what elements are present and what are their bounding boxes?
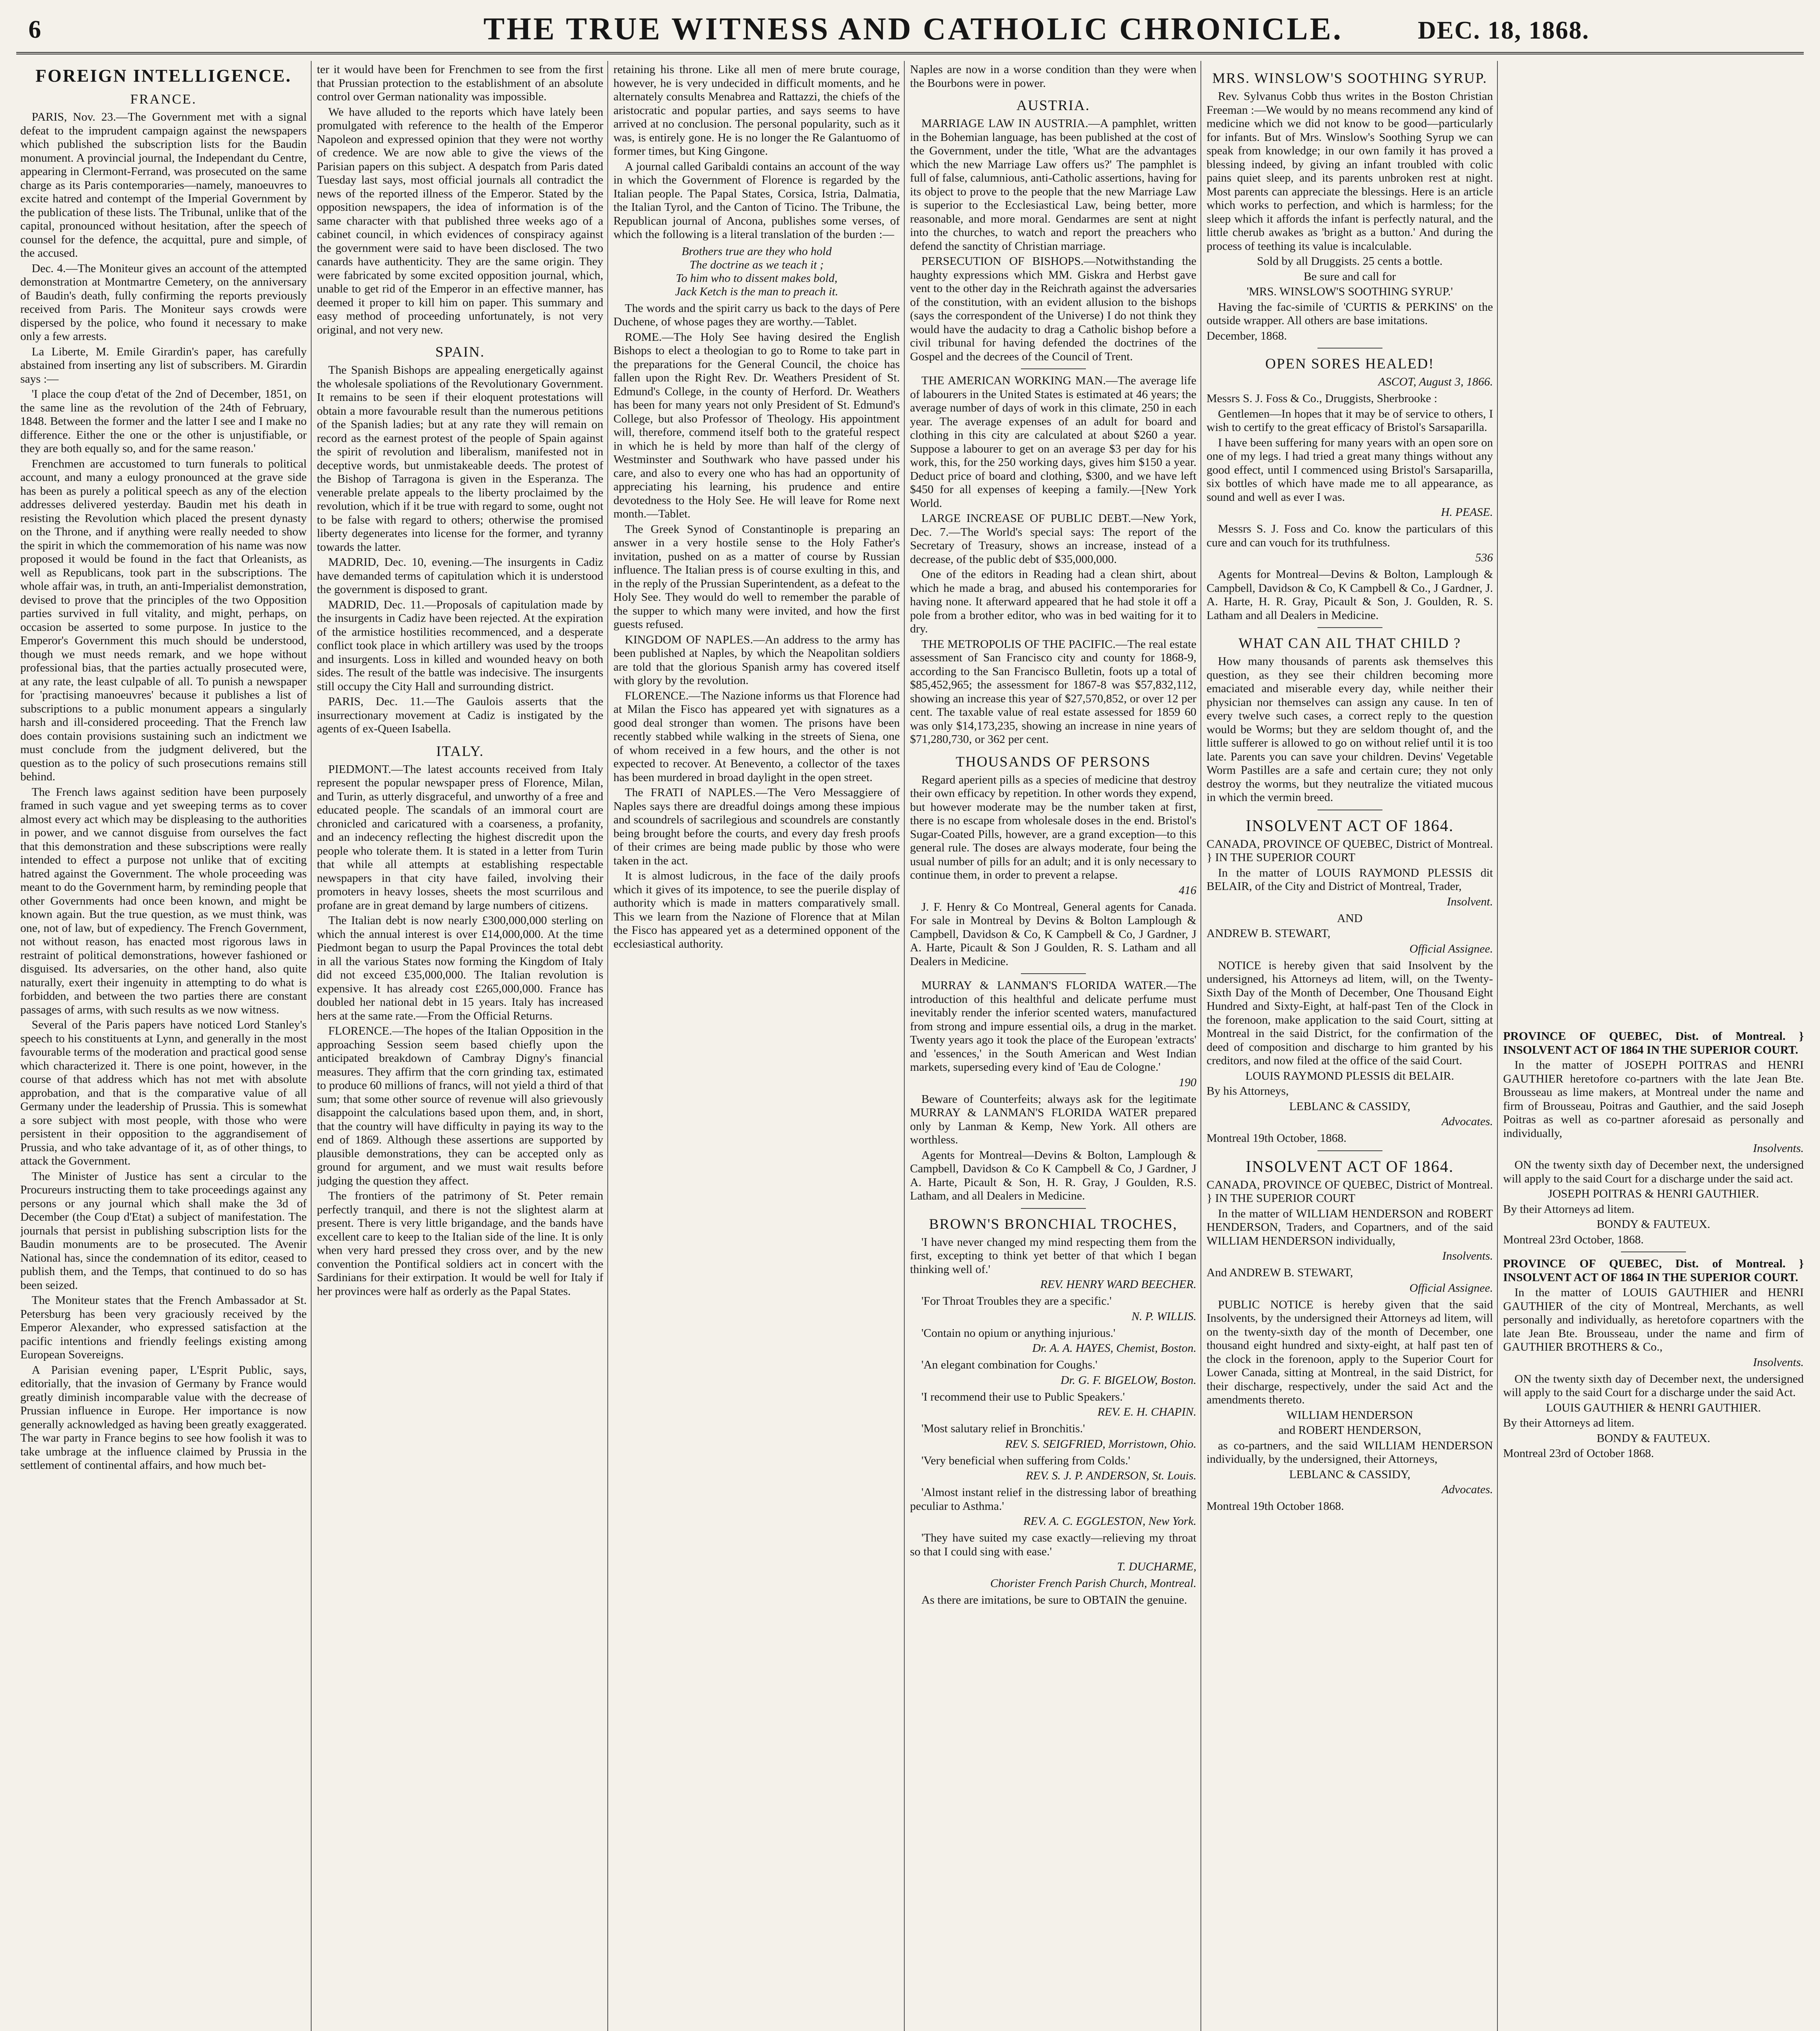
letter-salutation: Messrs S. J. Foss & Co., Druggists, Sherbrooke : [1207, 392, 1437, 405]
advert-paragraph: Agents for Montreal—Devins & Bolton, Lamplough & Campbell, Davidson & Co K Campbell & Co, J Gardner, J A. Harte, Picault & Son, H. R. Gray, J Goulden, R.S. Latham, and all Dealers in Medicine. [910, 1148, 1196, 1202]
article-paragraph: The Greek Synod of Constantinople is preparing an answer in a very hostile sense to the Holy Father's invitation, pushed on as a matter of course by Russian influence. The Italian press is of course exulting in this, and in the reply of the Prussian Superintendent, as a defeat to the Holy See. They would do well to remember the parable of the supper to which many were invited, and how the first guests refused. [613, 522, 900, 631]
testimonial-author: Dr. G. F. BIGELOW, Boston. [1060, 1373, 1196, 1387]
column-5 [1207, 63, 1493, 2031]
article-paragraph: Frenchmen are accustomed to turn funerals to political account, and many a eulogy pronounced at the grave side has been as purely a political speech as any of the election addresses delivered yesterday. Baudin met his death in resisting the Revolution which placed the present dynasty on the Throne, and if anything were really needed to show the spirit in which the commemoration of his name was now proposed it would be found in the fact that Orleanists, as well as Republicans, took part in the subscriptions. The whole affair was, in truth, an anti-Imperialist demonstration, devised to prove that the principles of the two Opposition parties survived in full vitality, and might, perhaps, on occasion be asserted to some purpose. In justice to the Emperor's Government this much should be understood, though we must needs remark, and we hope without professional bias, that the parties actually prosecuted were, at any rate, the least culpable of all. To punish a newspaper for 'practising manoeuvres' because it publishes a list of subscriptions to a public monument appears a singularly harsh and ill-considered proceeding. That the French law does contain provisions sustaining such an indictment we must conclude from the judgment delivered, but the question as to the policy of such prosecutions remains still behind. [20, 457, 307, 783]
subheading-italy: ITALY. [436, 743, 484, 759]
article-paragraph: The French laws against sedition have been purposely framed in such vague and yet sweeping terms as to cover almost every act which may be displeasing to the authorities in power, and we cannot disguise from ourselves the fact that this demonstration and these subscriptions were really intended to effect a purpose not unlike that of exciting hatred against the Government. The whole proceeding was meant to do the Government harm, by reminding people that other Governments had once been known, and might be known again. But the true question, as we must think, was one, not of law, but of expediency. The French Government, not without reason, has enacted most rigorous laws in restraint of political demonstrations, however fashioned or disguised. Its adversaries, on the other hand, also quite naturally, exert their ingenuity in attempting to do what is forbidden, and between the two parties there are constant passages of arms, with such results as we now witness. [20, 785, 307, 1016]
divider [1317, 348, 1382, 349]
heading-winslow-syrup: MRS. WINSLOW'S SOOTHING SYRUP. [1212, 70, 1487, 86]
legal-by: By his Attorneys, [1207, 1085, 1289, 1098]
article-paragraph: Several of the Paris papers have noticed Lord Stanley's speech to his constituents at Lynn, and generally in the most favourable terms of the moderation and practical good sense which characterized it. There is one point, however, in the course of that address which has not met with absolute approbation, and that is the comparative value of all Germany under the leadership of Prussia. This is somewhat a sore subject with most people, with those who were persistent in their opposition to the aggrandisement of Prussia, and who take advantage of it, as of other things, to attack the Government. [20, 1018, 307, 1167]
article-paragraph: FLORENCE.—The Nazione informs us that Florence had at Milan the Fisco has appeared yet with signatures as a good deal stronger than women. The prisons have been recently stabbed while walking in the streets of Siena, one of whom received in a few hours, and the other is not expected to recover. At Benevento, a collector of the taxes has been murdered in broad daylight in the open street. [613, 689, 900, 784]
advert-paragraph: MURRAY & LANMAN'S FLORIDA WATER.—The introduction of this healthful and delicate perfume must inevitably render the inferior scented waters, manufactured from strong and impure essential oils, a drug in the market. Twenty years ago it took the place of the European 'extracts' and 'essences,' in the South American and West Indian markets, superseding every kind of 'Eau de Cologne.' [910, 979, 1196, 1074]
article-paragraph: MADRID, Dec. 11.—Proposals of capitulation made by the insurgents in Cadiz have been rejected. At the expiration of the armistice hostilities recommenced, and a desperate conflict took place in which artillery was used by the troops and insurgents. Loss in killed and wounded heavy on both sides. The result of the battle was indecisive. The insurgents still occupy the City Hall and surrounding district. [317, 598, 603, 693]
legal-attorneys: LEBLANC & CASSIDY, [1289, 1468, 1410, 1481]
legal-assignee: And ANDREW B. STEWART, [1207, 1266, 1353, 1279]
legal-signature: LOUIS GAUTHIER & HENRI GAUTHIER. [1546, 1401, 1761, 1414]
testimonial-author: REV. HENRY WARD BEECHER. [1040, 1278, 1196, 1291]
legal-paragraph: ON the twenty sixth day of December next, the undersigned will apply to the said Court for a discharge under the said Act. [1503, 1372, 1804, 1399]
article-paragraph: A Parisian evening paper, L'Esprit Public, says, editorially, that the invasion of Germany by France would greatly diminish incomparable value with the decrease of Prussian influence in Europe. Her importance is now generally acknowledged as having been greatly exaggerated. The war party in France begins to see how foolish it was to take umbrage at the influence claimed by Prussia in the settlement of continental affairs, and how much bet- [20, 1363, 307, 1472]
legal-assignee: ANDREW B. STEWART, [1207, 927, 1330, 940]
legal-paragraph: NOTICE is hereby given that said Insolvent by the undersigned, his Attorneys ad litem, will, on the Twenty-Sixth Day of the Month of December, One Thousand Eight Hundred and Sixty-Eight, at half-past Ten of the Clock in the forenoon, make application to the said Court, sitting at Montreal in the said District, for the confirmation of the deed of composition and discharge to him granted by his creditors, and now filed at the office of the said Court. [1207, 959, 1493, 1067]
article-paragraph: PERSECUTION OF BISHOPS.—Notwithstanding the haughty expressions which MM. Giskra and Herbst gave vent to the other day in the Reichrath against the adversaries of the constitution, with an evident allusion to the bishops (says the correspondent of the Universe) I do not think they would have the audacity to drag a Catholic bishop before a civil tribunal for having defended the doctrines of the Gospel and the decrees of the Council of Trent. [910, 255, 1196, 363]
testimonial-author: REV. S. J. P. ANDERSON, St. Louis. [1026, 1469, 1196, 1482]
article-paragraph: The words and the spirit carry us back to the days of Pere Duchene, of whose pages they are worthy.—Tablet. [613, 301, 900, 328]
column-rule [1497, 61, 1498, 2031]
legal-court-header: CANADA, PROVINCE OF QUEBEC, District of Montreal. } IN THE SUPERIOR COURT [1207, 1178, 1493, 1205]
testimonial: 'I have never changed my mind respecting them from the first, excepting to think yet better of that which I began thinking well of.' [910, 1235, 1196, 1276]
testimonial-author: REV. E. H. CHAPIN. [1097, 1405, 1196, 1418]
column-rule [904, 61, 905, 2031]
legal-label: Advocates. [1441, 1483, 1493, 1496]
testimonial-author: N. P. WILLIS. [1131, 1310, 1196, 1323]
letter-paragraph: I have been suffering for many years with an open sore on one of my legs. I had tried a great many things without any good effect, until I commenced using Bristol's Sarsaparilla, six bottles of which have made me to all appearance, as sound and well as ever I was. [1207, 436, 1493, 504]
testimonial-author: REV. S. SEIGFRIED, Morristown, Ohio. [1005, 1437, 1196, 1451]
heading-what-can-ail: WHAT CAN AIL THAT CHILD ? [1238, 635, 1461, 651]
legal-paragraph: In the matter of LOUIS RAYMOND PLESSIS dit BELAIR, of the City and District of Montreal, Trader, [1207, 866, 1493, 893]
legal-court-header: PROVINCE OF QUEBEC, Dist. of Montreal. } INSOLVENT ACT OF 1864 IN THE SUPERIOR COURT. [1503, 1257, 1804, 1284]
divider [1317, 627, 1382, 628]
advert-paragraph: J. F. Henry & Co Montreal, General agents for Canada. For sale in Montreal by Devins & Bolton Lamplough & Campbell, Davidson & Co, K Campbell & Co, J Gardner, J A. Harte, Picault & Son J Goulden, R. S. Latham and all Dealers in Medicine. [910, 900, 1196, 968]
article-paragraph: 'I place the coup d'etat of the 2nd of December, 1851, on the same line as the revolution of the 24th of February, 1848. Between the former and the latter I see and I make no difference. Either the one or the other is unjustifiable, or they are both equally so, and for the same reason.' [20, 388, 307, 455]
column-1 [20, 63, 307, 2031]
testimonial: 'Contain no opium or anything injurious.' [921, 1326, 1116, 1340]
legal-signature: WILLIAM HENDERSON [1286, 1408, 1413, 1422]
column-4 [910, 63, 1196, 2031]
legal-date: Montreal 23rd October, 1868. [1503, 1233, 1644, 1246]
article-paragraph: FLORENCE.—The hopes of the Italian Opposition in the approaching Session seem based chiefly upon the anticipated breakdown of Cambray Digny's financial measures. They affirm that the corn grinding tax, estimated to produce 60 millions of francs, will not yield a third of that sum; that some other source of revenue will also grievously disappoint the calculations based upon them, and, in short, that the country will have difficulty in paying its way to the end of 1869. Although these assertions are supported by plausible demonstrations, they can be accepted only as ground for argument, and we must wait results before judging the question they affect. [317, 1024, 603, 1187]
legal-label: Insolvents. [1442, 1249, 1493, 1262]
letter-location-date: ASCOT, August 3, 1866. [1378, 375, 1493, 388]
legal-paragraph: In the matter of LOUIS GAUTHIER and HENRI GAUTHIER of the city of Montreal, Merchants, as well personally and individually, as heretofore copartners with the late Jean Bte. Brousseau, under the name and firm of GAUTHIER BROTHERS & Co., [1503, 1286, 1804, 1353]
article-paragraph: The Italian debt is now nearly £300,000,000 sterling on which the annual interest is over £14,000,000. At the time Piedmont began to usurp the Papal Provinces the total debt in all the various States now forming the Kingdom of Italy did not exceed £35,000,000. The Italian revolution is expensive. It has already cost £265,000,000. France has doubled her national debt in 15 years. Italy has increased hers at the same rate.—From the Official Returns. [317, 914, 603, 1022]
letter-signature: H. PEASE. [1441, 506, 1493, 519]
legal-label: Official Assignee. [1409, 1281, 1493, 1295]
article-paragraph: THE AMERICAN WORKING MAN.—The average life of labourers in the United States is estimated at 46 years; the average number of days of work in this climate, 250 in each year. The average expenses of an adult for board and clothing in this city are calculated at about $260 a year. Suppose a labourer to get on an average $3 per day for his work, this, for the 250 working days, gives him $150 a year. Deduct price of board and clothing, $300, and we have left $450 for all expenses of keeping a family.—[New York World. [910, 374, 1196, 510]
legal-date: Montreal 23rd of October 1868. [1503, 1447, 1654, 1460]
article-paragraph: THE METROPOLIS OF THE PACIFIC.—The real estate assessment of San Francisco city and county for 1868-9, according to the San Francisco Bulletin, foots up a total of $85,452,965; the assessment for 1867-8 was $57,832,112, showing an increase this year of $27,570,852, or over 12 per cent. The taxable value of real estate assessed for 1859 60 was only $14,173,235, showing an increase in nine years of $71,280,730, or 362 per cent. [910, 637, 1196, 746]
article-paragraph: MADRID, Dec. 10, evening.—The insurgents in Cadiz have demanded terms of capitulation which it is understood the government is disposed to grant. [317, 556, 603, 596]
advert-paragraph: Rev. Sylvanus Cobb thus writes in the Boston Christian Freeman :—We would by no means recommend any kind of medicine which we did not know to be good—particularly for infants. But of Mrs. Winslow's Soothing Syrup we can speak from knowledge; in our own family it has proved a blessing indeed, by giving an infant troubled with colic pains quiet sleep, and its parents unbroken rest at night. Most parents can appreciate the blessings. Here is an article which works to perfection, and which is harmless; for the sleep which it affords the infant is perfectly natural, and the little cherub awakes as 'bright as a button.' And during the process of teething its value is incalculable. [1207, 90, 1493, 253]
article-paragraph: The Moniteur states that the French Ambassador at St. Petersburg has been very graciously received by the Emperor Alexander, who expressed satisfaction at the pacific intentions and friendly feelings existing among European Sovereigns. [20, 1294, 307, 1361]
heading-open-sores: OPEN SORES HEALED! [1265, 355, 1434, 372]
legal-paragraph: as co-partners, and the said WILLIAM HENDERSON individually, by the undersigned, their Attorneys, [1207, 1439, 1493, 1466]
legal-signature: LOUIS RAYMOND PLESSIS dit BELAIR. [1245, 1069, 1454, 1083]
section-heading-foreign: FOREIGN INTELLIGENCE. [35, 66, 292, 86]
column-rule [1200, 61, 1201, 2031]
advert-paragraph: Regard aperient pills as a species of medicine that destroy their own efficacy by repetition. In other words they expend, but however moderate may be the number taken at first, there is no escape from wholesale doses in the end. Bristol's Sugar-Coated Pills, however, are a grand exception—to this general rule. The doses are always moderate, four being the usual number of pills for an adult; and it is only necessary to continue them, in order to prevent a relapse. [910, 773, 1196, 881]
subheading-france: FRANCE. [130, 92, 197, 107]
legal-attorneys: BONDY & FAUTEUX. [1597, 1218, 1710, 1231]
article-paragraph: The FRATI of NAPLES.—The Vero Messaggiere of Naples says there are dreadful doings among these impious and scoundrels of sacrilegious and scoundrels are constantly being brought before the courts, and every day fresh proofs of their crimes are being made public by those who were taken in the act. [613, 786, 900, 867]
legal-paragraph: PUBLIC NOTICE is hereby given that the said Insolvents, by the undersigned their Attorneys ad litem, will on the twenty-sixth day of the month of December, one thousand eight hundred and sixty-eight, at half past ten of the clock in the forenoon, apply to the Superior Court for Lower Canada, sitting at Montreal, in the said District, for their discharge, respectively, under the said Act and the amendments thereto. [1207, 1298, 1493, 1406]
subheading-spain: SPAIN. [435, 344, 485, 360]
divider [1021, 973, 1086, 974]
article-paragraph: The Spanish Bishops are appealing energetically against the wholesale spoliations of the Revolutionary Government. It remains to be seen if their eloquent protestations will obtain a more favourable result than the numerous petitions of the Spanish ladies; but at any rate they will remain on record as the earnest protest of the people of Spain against the spirit of revolution and liberalism, manifested not in deceptive words, but unmistakeable deeds. The protest of the Bishop of Tarragona is given in the Esperanza. The venerable prelate appeals to the liberty proclaimed by the revolution, which if it be true with regard to some, ought not to be false with regard to others; otherwise the promised liberty degenerates into license for the former, and tyranny towards the latter. [317, 364, 603, 554]
advert-number: 536 [1475, 551, 1493, 564]
verse-quote: Brothers true are they who hold The doctrine as we teach it ; To him who to dissent makes bold, Jack Ketch is the man to preach it. [675, 245, 838, 298]
legal-label: Official Assignee. [1409, 942, 1493, 955]
testimonial: 'Almost instant relief in the distressing labor of breathing peculiar to Asthma.' [910, 1486, 1196, 1513]
advert-paragraph: Beware of Counterfeits; always ask for the legitimate MURRAY & LANMAN'S FLORIDA WATER prepared only by Lanman & Kemp, New York. All others are worthless. [910, 1092, 1196, 1146]
issue-date: DEC. 18, 1868. [1418, 17, 1590, 44]
advert-number: 416 [1179, 883, 1196, 897]
article-paragraph: PARIS, Nov. 23.—The Government met with a signal defeat to the imprudent campaign against the newspapers which published the subscription lists for the Baudin monument. A provincial journal, the Independant du Centre, appearing in Clermont-Ferrand, was prosecuted on the same charge as its Paris contemporaries—namely, manoeuvres to excite hatred and contempt of the Imperial Government by the publication of these lists. The Tribunal, unlike that of the capital, pronounced without hesitation, after the speech of counsel for the defence, the acquittal, pure and simple, of the accused. [20, 110, 307, 260]
legal-notice-title: INSOLVENT ACT OF 1864. [1246, 1157, 1454, 1176]
advert-date: December, 1868. [1207, 329, 1287, 342]
testimonial: 'Most salutary relief in Bronchitis.' [921, 1422, 1085, 1435]
legal-signature: and ROBERT HENDERSON, [1278, 1424, 1421, 1437]
divider [1021, 368, 1086, 369]
article-paragraph: The frontiers of the patrimony of St. Peter remain perfectly tranquil, and there is not the slightest alarm at present. There is very little brigandage, and the bands have excellent care to keep to the Italian side of the line. It is only when very hard pressed they cross over, and by the new convention the Pontifical soldiers act in concert with the Sardinians for their extirpation. It would be well for Italy if her provinces were half as orderly as the Papal States. [317, 1189, 603, 1298]
advert-paragraph: Agents for Montreal—Devins & Bolton, Lamplough & Campbell, Davidson & Co, K Campbell & Co., J Gardner, J. A. Harte, H. R. Gray, Picault & Son, J. Goulden, R. S. Latham and all Dealers in Medicine. [1207, 568, 1493, 622]
column-6 [1503, 63, 1804, 2031]
legal-date: Montreal 19th October, 1868. [1207, 1132, 1347, 1145]
testimonial: 'I recommend their use to Public Speakers.' [921, 1390, 1125, 1403]
testimonial: 'Very beneficial when suffering from Colds.' [921, 1454, 1131, 1467]
article-paragraph: ROME.—The Holy See having desired the English Bishops to elect a theologian to go to Rome to take part in the preparations for the General Council, the choice has fallen upon the Right Rev. Dr. Weathers President of St. Edmund's College, in the county of Herford. Dr. Weathers has been for many years not only President of St. Edmund's College, but also Professor of Theology. His appointment will, therefore, commend itself both to the grateful respect in which he is held by more than half of the clergy of Westminster and Southwark who have passed under his care, and also to every one who has had an opportunity of appreciating his learning, his prudence and entire devotedness to the Holy See. He will leave for Rome next month.—Tablet. [613, 330, 900, 520]
article-paragraph: Dec. 4.—The Moniteur gives an account of the attempted demonstration at Montmartre Cemetery, on the anniversary of Baudin's death, fully confirming the reports previously received from Paris. The Moniteur says crowds were dispersed by the police, who found it necessary to make only a few arrests. [20, 262, 307, 343]
article-paragraph: ter it would have been for Frenchmen to see from the first that Prussian protection to the establishment of an absolute control over German nationality was impossible. [317, 63, 603, 103]
legal-label: AND [1337, 912, 1363, 925]
advert-paragraph: Messrs S. J. Foss and Co. know the particulars of this cure and can vouch for its truthfulness. [1207, 522, 1493, 549]
advert-paragraph: How many thousands of parents ask themselves this question, as they see their children becoming more emaciated and miserable every day, while neither their physician nor themselves can assign any cause. In ten of every twelve such cases, a correct reply to the question would be Worms; but they are seldom thought of, and the little sufferer is allowed to go on without relief until it is too late. Parents you can save your children. Devins' Vegetable Worm Pastilles are a safe and certain cure; they not only destroy the worms, but they neutralize the vitiated mucous in which the vermin breed. [1207, 655, 1493, 804]
legal-label: Insolvent. [1447, 895, 1493, 908]
heading-thousands-of-persons: THOUSANDS OF PERSONS [956, 753, 1151, 770]
article-paragraph: LARGE INCREASE OF PUBLIC DEBT.—New York, Dec. 7.—The World's special says: The report of the Secretary of Treasury, shows an increase, instead of a decrease, of the public debt of $35,000,000. [910, 512, 1196, 566]
advert-line: Be sure and call for [1303, 270, 1396, 283]
testimonial: 'An elegant combination for Coughs.' [921, 1358, 1098, 1371]
advert-line: 'MRS. WINSLOW'S SOOTHING SYRUP.' [1246, 285, 1453, 298]
newspaper-title: THE TRUE WITNESS AND CATHOLIC CHRONICLE. [483, 11, 1343, 46]
column-2 [317, 63, 603, 2031]
article-paragraph: PIEDMONT.—The latest accounts received from Italy represent the popular newspaper press of Florence, Milan, and Turin, as utterly disgraceful, and unworthy of a free and educated people. The scandals of an immoral court are chronicled and caricatured with a coarseness, a profanity, and an indecency reflecting the highest discredit upon the people who tolerate them. It is stated in a letter from Turin that while all attempts at establishing respectable newspapers in that city have failed, involving their promoters in heavy losses, sheets the most scurrilous and profane are in great demand by large numbers of citizens. [317, 762, 603, 912]
column-rule [311, 61, 312, 2031]
divider [1317, 1150, 1382, 1151]
article-paragraph: Naples are now in a worse condition than they were when the Bourbons were in power. [910, 63, 1196, 90]
subheading-austria: AUSTRIA. [1016, 97, 1090, 113]
article-paragraph: PARIS, Dec. 11.—The Gaulois asserts that the insurrectionary movement at Cadiz is instigated by the agents of ex-Queen Isabella. [317, 695, 603, 735]
divider [1021, 1208, 1086, 1209]
article-paragraph: KINGDOM OF NAPLES.—An address to the army has been published at Naples, by which the Neapolitan soldiers are told that the glorious Spanish army has covered itself with glory by the revolution. [613, 633, 900, 687]
article-paragraph: The Minister of Justice has sent a circular to the Procureurs instructing them to take proceedings against any persons or any journal which shall make the 3d of December (the Coup d'Etat) a subject of manifestation. The journals that persist in publishing subscription lists for the Baudin monuments are to be prosecuted. The Avenir National has, since the condemnation of its editor, ceased to publish them, and the Temps, that continued to do so has been seized. [20, 1169, 307, 1292]
column-rule [607, 61, 608, 2031]
heading-bronchial-troches: BROWN'S BRONCHIAL TROCHES, [929, 1215, 1178, 1232]
advert-paragraph: Having the fac-simile of 'CURTIS & PERKINS' on the outside wrapper. All others are base imitations. [1207, 300, 1493, 327]
legal-notice-title: INSOLVENT ACT OF 1864. [1246, 816, 1454, 835]
legal-date: Montreal 19th October 1868. [1207, 1500, 1344, 1513]
testimonial-author: REV. A. C. EGGLESTON, New York. [1023, 1515, 1196, 1528]
legal-attorneys: BONDY & FAUTEUX. [1597, 1431, 1710, 1445]
legal-court-header: CANADA, PROVINCE OF QUEBEC, District of Montreal. } IN THE SUPERIOR COURT [1207, 837, 1493, 864]
page-number: 6 [28, 16, 41, 43]
legal-paragraph: In the matter of JOSEPH POITRAS and HENRI GAUTHIER heretofore co-partners with the late Jean Bte. Brousseau as lime makers, at Montreal under the name and firm of Brousseau, Poitras and Gauthier, and the said Joseph Poitras as well as co-partner aforesaid as personally and individually, [1503, 1059, 1804, 1140]
article-paragraph: We have alluded to the reports which have lately been promulgated with reference to the health of the Emperor Napoleon and expressed opinion that they were not worthy of credence. We are now able to give the views of the Parisian papers on this subject. A despatch from Paris dated Tuesday last says, most official journals all contradict the news of the reported illness of the Emperor. Stated by the opposition newspapers, the idea of information is of the same character with that published three weeks ago of a cabinet council, in which evidences of conspiracy against the government were said to have been disclosed. The two canards have authenticity. They are the same origin. They were fabricated by some excited opposition journal, which, unable to get rid of the Emperor in an effective manner, has deemed it proper to kill him on paper. This summary and easy method of proceeding unfortunately, is not very original, and not very new. [317, 105, 603, 336]
letter-paragraph: Gentlemen—In hopes that it may be of service to others, I wish to certify to the great efficacy of Bristol's Sarsaparilla. [1207, 407, 1493, 434]
article-paragraph: One of the editors in Reading had a clean shirt, about which he made a brag, and abused his contemporaries for having none. It afterward appeared that he had stole it off a pole from a brother editor, who was in bed waiting for it to dry. [910, 568, 1196, 635]
testimonial: 'They have suited my case exactly—relieving my throat so that I could sing with ease.' [910, 1531, 1196, 1558]
article-paragraph: La Liberte, M. Emile Girardin's paper, has carefully abstained from inserting any list of subscribers. M. Girardin says :— [20, 345, 307, 385]
testimonial-author: T. DUCHARME, [1117, 1560, 1196, 1573]
advert-paragraph: As there are imitations, be sure to OBTAIN the genuine. [921, 1594, 1187, 1607]
article-paragraph: It is almost ludicrous, in the face of the daily proofs which it gives of its impotence, to see the puerile display of authority which is made in matters comparatively small. This we learn from the Nazione of Florence that at Milan the Fisco has appeared yet as a determined opponent of the ecclesiastical authority. [613, 869, 900, 951]
testimonial: 'For Throat Troubles they are a specific.' [921, 1295, 1112, 1308]
advert-number: 190 [1179, 1076, 1196, 1089]
legal-label: Insolvents. [1753, 1142, 1804, 1155]
column-spacer [1503, 63, 1804, 1030]
legal-by: By their Attorneys ad litem. [1503, 1416, 1634, 1429]
legal-by: By their Attorneys ad litem. [1503, 1202, 1634, 1216]
legal-label: Advocates. [1441, 1115, 1493, 1128]
legal-paragraph: ON the twenty sixth day of December next, the undersigned will apply to the said Court for a discharge under the said act. [1503, 1158, 1804, 1185]
legal-court-header: PROVINCE OF QUEBEC, Dist. of Montreal. } INSOLVENT ACT OF 1864 IN THE SUPERIOR COURT. [1503, 1030, 1804, 1057]
article-paragraph: MARRIAGE LAW IN AUSTRIA.—A pamphlet, written in the Bohemian language, has been published at the cost of the Government, under the title, 'What are the advantages which the new Marriage Law offers us?' The pamphlet is full of false, calumnious, anti-Catholic assertions, having for its object to prove to the people that the new Marriage Law is superior to the Ecclesiastical Law, being better, more reasonable, and more moral. Gendarmes are sent at night into the churches, to watch and report the preachers who defend the sanctity of Christian marriage. [910, 117, 1196, 253]
testimonial-author-title: Chorister French Parish Church, Montreal. [990, 1577, 1196, 1590]
legal-paragraph: In the matter of WILLIAM HENDERSON and ROBERT HENDERSON, Traders, and Copartners, and of the said WILLIAM HENDERSON individually, [1207, 1207, 1493, 1247]
legal-attorneys: LEBLANC & CASSIDY, [1289, 1100, 1410, 1113]
column-3 [613, 63, 900, 2031]
testimonial-author: Dr. A. A. HAYES, Chemist, Boston. [1032, 1342, 1196, 1355]
legal-signature: JOSEPH POITRAS & HENRI GAUTHIER. [1548, 1187, 1759, 1200]
article-paragraph: A journal called Garibaldi contains an account of the way in which the Government of Florence is regarded by the Italian people. The Papal States, Corsica, Istria, Dalmatia, the Italian Tyrol, and the Canton of Ticino. The Tribune, the Republican journal of Ancona, publishes some verses, of which the following is a literal translation of the burden :— [613, 160, 900, 241]
masthead [16, 7, 1804, 54]
legal-label: Insolvents. [1753, 1355, 1804, 1369]
article-paragraph: retaining his throne. Like all men of mere brute courage, however, he is very undecided in difficult moments, and he alternately consults Menabrea and Rattazzi, the chiefs of the aristocratic and popular parties, and says seems to have arrived at no conclusion. The personal popularity, such as it was, is entirely gone. He is no longer the Re Galantuomo of former times, but King Gingone. [613, 63, 900, 158]
advert-line: Sold by all Druggists. 25 cents a bottle. [1257, 255, 1443, 268]
